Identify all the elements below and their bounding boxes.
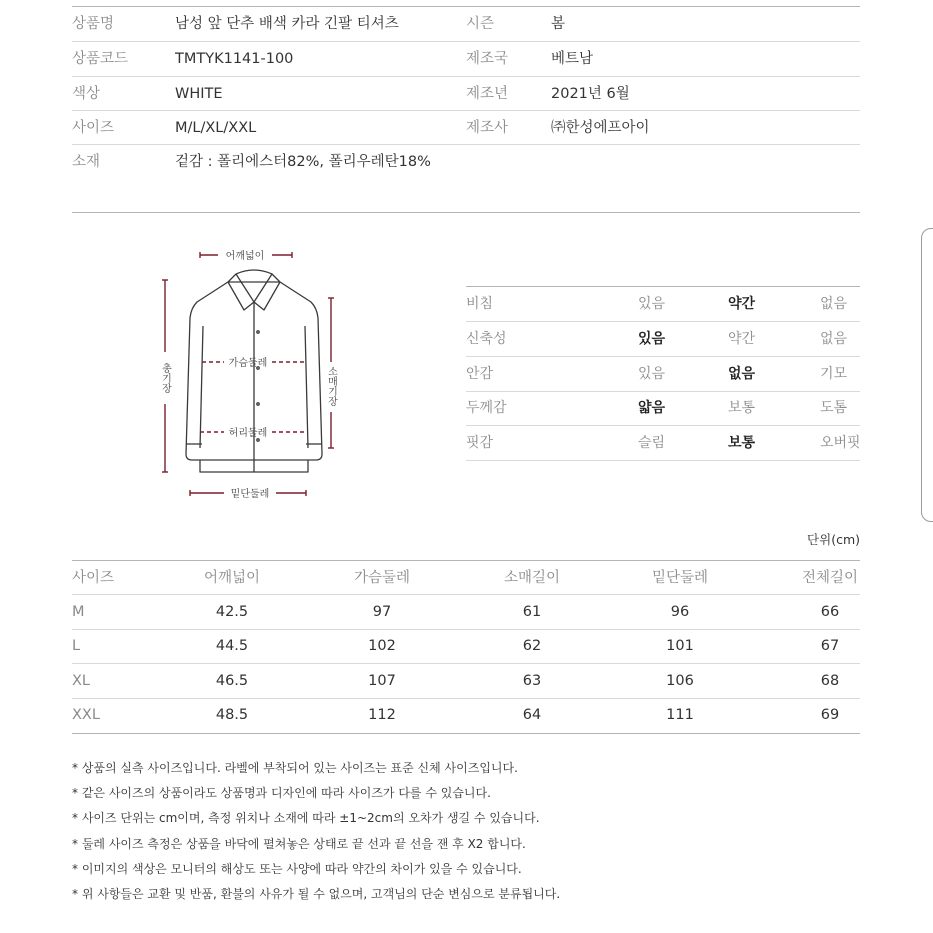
spec-label: 제조년 [466, 86, 509, 102]
size-cell: 69 [820, 707, 840, 723]
size-header: 사이즈 [72, 570, 115, 586]
spec-value: 봄 [551, 16, 566, 32]
spec-label: 시즌 [466, 16, 495, 32]
size-header: 가슴둘레 [353, 570, 411, 586]
attr-option: 보통 [728, 435, 756, 451]
spec-value: 겉감 : 폴리에스터82%, 폴리우레탄18% [175, 154, 431, 170]
attr-label: 두께감 [466, 400, 507, 416]
spec-row-product-name [72, 7, 860, 41]
table-row [72, 629, 860, 663]
diagram-label-sleeve-length: 소매기장 [325, 366, 337, 406]
side-scroll-tab[interactable] [921, 228, 933, 522]
size-header: 전체길이 [801, 570, 859, 586]
spec-label: 제조사 [466, 120, 509, 136]
size-cell: L [72, 638, 81, 654]
size-bottom-border [72, 733, 860, 734]
spec-value: WHITE [175, 86, 223, 102]
size-cell: 62 [522, 638, 542, 654]
attr-option: 오버핏 [820, 435, 861, 451]
attr-bottom-border [466, 460, 860, 461]
spec-label: 색상 [72, 86, 101, 102]
shirt-outline-icon [186, 270, 322, 472]
size-cell: 67 [820, 638, 840, 654]
attr-option: 얇음 [638, 400, 666, 416]
size-cell: 101 [666, 638, 694, 654]
size-cell: 68 [820, 673, 840, 689]
attr-label: 비침 [466, 296, 494, 312]
table-row [72, 698, 860, 732]
spec-value: TMTYK1141-100 [175, 51, 294, 67]
size-cell: 112 [368, 707, 396, 723]
size-header: 어깨넓이 [203, 570, 261, 586]
attr-option: 약간 [728, 296, 756, 312]
spec-value: 남성 앞 단추 배색 카라 긴팔 티셔츠 [175, 16, 399, 32]
attr-option: 기모 [820, 366, 848, 382]
note-item: * 같은 사이즈의 상품이라도 상품명과 디자인에 따라 사이즈가 다를 수 있습니다. [72, 786, 491, 801]
attr-option: 있음 [638, 366, 666, 382]
spec-row-product-code [72, 42, 860, 76]
size-cell: 66 [820, 604, 840, 620]
attr-option: 약간 [728, 331, 756, 347]
diagram-label-chest: 가슴둘레 [228, 358, 268, 369]
spec-row-material [72, 145, 860, 179]
size-header-row [72, 561, 860, 595]
attr-option: 없음 [820, 331, 848, 347]
attr-row-stretch [466, 322, 860, 356]
spec-row-color [72, 77, 860, 111]
attr-option: 슬림 [638, 435, 666, 451]
size-cell: 64 [522, 707, 542, 723]
unit-label: 단위(cm) [807, 532, 860, 547]
size-cell: 61 [522, 604, 542, 620]
measurement-diagram [140, 236, 360, 506]
size-cell: 96 [670, 604, 690, 620]
size-cell: 48.5 [215, 707, 249, 723]
attr-option: 도톰 [820, 400, 848, 416]
spec-row-size [72, 111, 860, 145]
spec-label: 상품명 [72, 16, 115, 32]
note-item: * 이미지의 색상은 모니터의 해상도 또는 사양에 따라 약간의 차이가 있을 수 있습니다. [72, 861, 522, 876]
diagram-label-hem: 밑단둘레 [230, 489, 270, 500]
attr-row-lining [466, 357, 860, 391]
note-item: * 둘레 사이즈 측정은 상품을 바닥에 펼쳐놓은 상태로 끝 선과 끝 선을 잰 후 X2 합니다. [72, 836, 526, 851]
shirt-diagram [140, 236, 360, 506]
spec-label: 소재 [72, 154, 101, 170]
size-cell: 63 [522, 673, 542, 689]
size-header: 소매길이 [503, 570, 561, 586]
notes-list [72, 756, 872, 907]
attr-label: 신축성 [466, 331, 507, 347]
spec-value: M/L/XL/XXL [175, 120, 257, 136]
attr-row-thickness [466, 391, 860, 425]
size-cell: 106 [666, 673, 694, 689]
attr-option: 없음 [728, 366, 756, 382]
size-cell: 97 [372, 604, 392, 620]
diagram-label-total-length: 총기장 [159, 363, 171, 393]
spec-value: 2021년 6월 [551, 86, 630, 102]
size-cell: 111 [666, 707, 694, 723]
size-header: 밑단둘레 [651, 570, 709, 586]
diagram-label-shoulder: 어깨넓이 [225, 251, 265, 262]
size-cell: M [72, 604, 85, 620]
size-cell: 44.5 [215, 638, 249, 654]
spec-value: ㈜한성에프아이 [551, 120, 650, 136]
table-row [72, 664, 860, 698]
attr-row-fit [466, 426, 860, 460]
size-cell: 102 [368, 638, 396, 654]
diagram-label-waist: 허리둘레 [228, 428, 268, 439]
spec-label: 상품코드 [72, 51, 129, 67]
attr-option: 있음 [638, 296, 666, 312]
note-item: * 사이즈 단위는 cm이며, 측정 위치나 소재에 따라 ±1~2cm의 오차가 생길 수 있습니다. [72, 811, 540, 826]
size-cell: XXL [72, 707, 100, 723]
attr-label: 안감 [466, 366, 494, 382]
note-item: * 상품의 실측 사이즈입니다. 라벨에 부착되어 있는 사이즈는 표준 신체 사이즈입니다. [72, 761, 518, 775]
attr-label: 핏감 [466, 435, 494, 451]
attr-row-transparency [466, 287, 860, 321]
attr-option: 있음 [638, 331, 666, 347]
size-cell: 107 [368, 673, 396, 689]
spec-label: 제조국 [466, 51, 509, 67]
spec-value: 베트남 [551, 51, 594, 67]
table-row [72, 595, 860, 629]
spec-bottom-border [72, 212, 860, 213]
spec-label: 사이즈 [72, 120, 115, 136]
note-item: * 위 사항들은 교환 및 반품, 환불의 사유가 될 수 없으며, 고객님의 단순 변심으로 분류됩니다. [72, 887, 561, 902]
attr-option: 보통 [728, 400, 756, 416]
size-cell: 42.5 [215, 604, 249, 620]
size-cell: XL [72, 673, 91, 689]
size-cell: 46.5 [215, 673, 249, 689]
attr-option: 없음 [820, 296, 848, 312]
